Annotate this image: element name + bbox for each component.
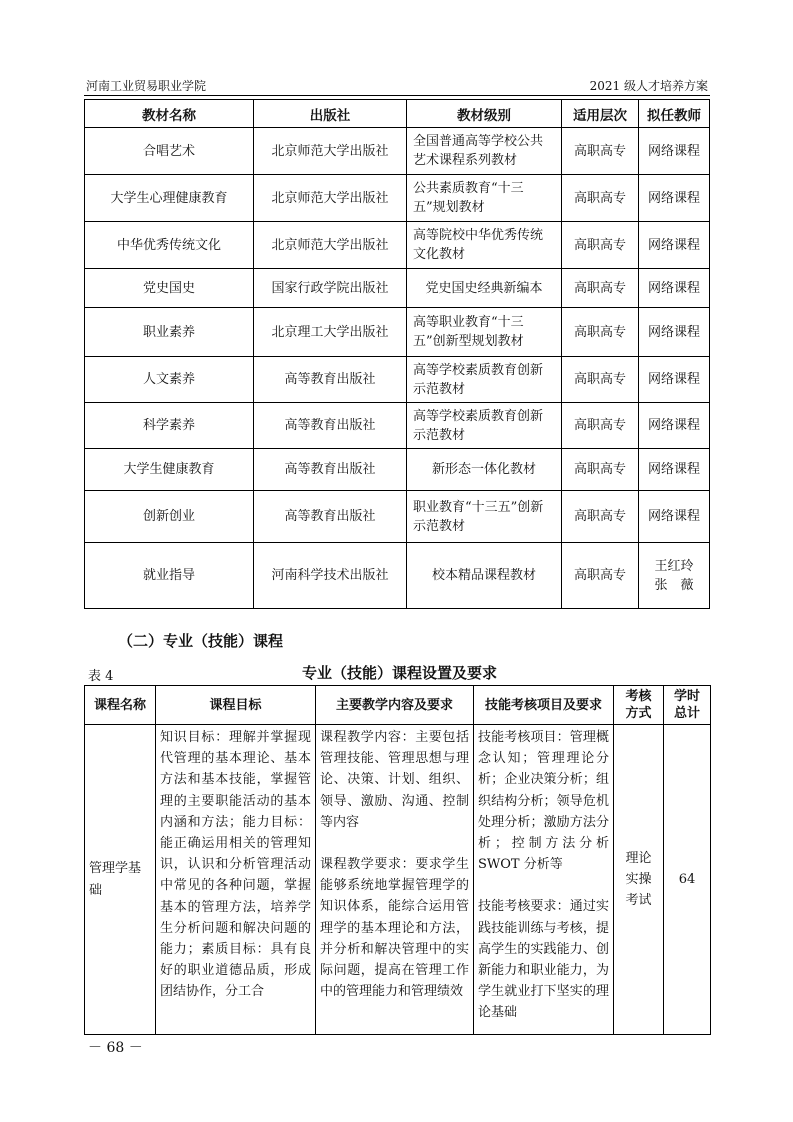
teacher: 网络课程 bbox=[639, 403, 710, 449]
teacher: 网络课程 bbox=[639, 175, 710, 222]
textbook-level: 高等学校素质教育创新示范教材 bbox=[407, 403, 562, 449]
table-row bbox=[85, 357, 710, 403]
publisher: 高等教育出版社 bbox=[254, 403, 407, 449]
table-row bbox=[85, 128, 710, 175]
table-caption: 专业（技能）课程设置及要求 bbox=[302, 664, 498, 682]
publisher: 北京师范大学出版社 bbox=[254, 175, 407, 222]
table-row bbox=[85, 269, 710, 308]
table-row bbox=[85, 175, 710, 222]
textbook-name: 合唱艺术 bbox=[85, 128, 254, 175]
textbook-level: 党史国史经典新编本 bbox=[407, 269, 562, 308]
teaching-requirement-paragraph: 课程教学要求：要求学生能够系统地掌握管理学的知识体系，能综合运用管理学的基本理论和方法，并分析和解决管理中的实际问题，提高在管理工作中的管理能力和管理绩效 bbox=[320, 857, 469, 1000]
col-header-publisher: 出版社 bbox=[254, 100, 407, 128]
textbook-name: 职业素养 bbox=[85, 308, 254, 357]
textbook-name: 就业指导 bbox=[85, 543, 254, 609]
textbook-name: 大学生健康教育 bbox=[85, 449, 254, 491]
publisher: 高等教育出版社 bbox=[254, 357, 407, 403]
table-row bbox=[85, 491, 710, 543]
skill-assessment bbox=[474, 725, 614, 1035]
publisher: 北京理工大学出版社 bbox=[254, 308, 407, 357]
applicable-level: 高职高专 bbox=[562, 308, 639, 357]
table-row bbox=[85, 543, 710, 609]
total-hours-line-2: 总计 bbox=[673, 706, 700, 721]
textbook-table-header-row bbox=[85, 100, 710, 128]
textbook-level: 全国普通高等学校公共艺术课程系列教材 bbox=[407, 128, 562, 175]
table-row bbox=[85, 308, 710, 357]
total-hours-line-1: 学时 bbox=[673, 689, 700, 704]
course-table bbox=[84, 685, 711, 1035]
applicable-level: 高职高专 bbox=[562, 403, 639, 449]
header-doc-title: 2021 级人才培养方案 bbox=[589, 79, 708, 93]
table-row bbox=[85, 725, 711, 1035]
applicable-level: 高职高专 bbox=[562, 128, 639, 175]
textbook-level: 高等职业教育“十三五”创新型规划教材 bbox=[407, 308, 562, 357]
section-title: （二）专业（技能）课程 bbox=[118, 632, 284, 650]
table-label: 表 4 bbox=[88, 669, 114, 684]
teacher: 网络课程 bbox=[639, 269, 710, 308]
textbook-level: 高等院校中华优秀传统文化教材 bbox=[407, 222, 562, 269]
col-header-teaching-content: 主要教学内容及要求 bbox=[316, 686, 474, 725]
teacher-line-1: 王红玲 bbox=[654, 558, 694, 574]
page-number: － 68 － bbox=[88, 1040, 143, 1056]
applicable-level: 高职高专 bbox=[562, 543, 639, 609]
paragraph-gap bbox=[320, 833, 469, 854]
col-header-course-name: 课程名称 bbox=[85, 686, 156, 725]
col-header-course-goal: 课程目标 bbox=[156, 686, 316, 725]
publisher: 北京师范大学出版社 bbox=[254, 128, 407, 175]
course-goal: 知识目标：理解并掌握现代管理的基本理论、基本方法和基本技能，掌握管理的主要职能活动的基本内涵和方法；能力目标：能正确运用相关的管理知识，认识和分析管理活动中常见的各种问题，掌握基本的管理方法，培养学生分析问题和解决问题的能力；素质目标：具有良好的职业道德品质，形成团结协作，分工合 bbox=[156, 725, 316, 1035]
course-table-header-row bbox=[85, 686, 711, 725]
col-header-exam-method bbox=[614, 686, 664, 725]
col-header-teacher: 拟任教师 bbox=[639, 100, 710, 128]
publisher: 北京师范大学出版社 bbox=[254, 222, 407, 269]
textbook-name: 中华优秀传统文化 bbox=[85, 222, 254, 269]
publisher: 国家行政学院出版社 bbox=[254, 269, 407, 308]
col-header-textbook-level: 教材级别 bbox=[407, 100, 562, 128]
applicable-level: 高职高专 bbox=[562, 357, 639, 403]
textbook-name: 人文素养 bbox=[85, 357, 254, 403]
col-header-total-hours bbox=[664, 686, 711, 725]
teacher: 网络课程 bbox=[639, 128, 710, 175]
teacher-line-2: 张 薇 bbox=[654, 577, 694, 593]
textbook-name: 创新创业 bbox=[85, 491, 254, 543]
teacher: 网络课程 bbox=[639, 308, 710, 357]
col-header-applicable-level: 适用层次 bbox=[562, 100, 639, 128]
textbook-level: 职业教育“十三五”创新示范教材 bbox=[407, 491, 562, 543]
textbook-level: 校本精品课程教材 bbox=[407, 543, 562, 609]
col-header-textbook-name: 教材名称 bbox=[85, 100, 254, 128]
table-row bbox=[85, 222, 710, 269]
applicable-level: 高职高专 bbox=[562, 222, 639, 269]
teacher: 网络课程 bbox=[639, 449, 710, 491]
publisher: 高等教育出版社 bbox=[254, 491, 407, 543]
textbook-name: 科学素养 bbox=[85, 403, 254, 449]
textbook-level: 新形态一体化教材 bbox=[407, 449, 562, 491]
header-institution: 河南工业贸易职业学院 bbox=[86, 79, 207, 93]
table-row bbox=[85, 449, 710, 491]
textbook-name: 大学生心理健康教育 bbox=[85, 175, 254, 222]
exam-method-line-1: 考核 bbox=[625, 689, 652, 704]
col-header-skill-assessment: 技能考核项目及要求 bbox=[474, 686, 614, 725]
teaching-content-paragraph: 课程教学内容：主要包括管理技能、管理思想与理论、决策、计划、组织、领导、激励、沟通、控制等内容 bbox=[320, 730, 469, 830]
publisher: 高等教育出版社 bbox=[254, 449, 407, 491]
teacher bbox=[639, 543, 710, 609]
applicable-level: 高职高专 bbox=[562, 449, 639, 491]
exam-method: 理论实操考试 bbox=[614, 725, 664, 1035]
textbook-table bbox=[84, 99, 710, 609]
applicable-level: 高职高专 bbox=[562, 491, 639, 543]
total-hours: 64 bbox=[664, 725, 711, 1035]
skill-requirement-paragraph: 技能考核要求：通过实践技能训练与考核，提高学生的实践能力、创新能力和职业能力，为学生就业打下坚实的理论基础 bbox=[478, 899, 609, 1021]
teacher: 网络课程 bbox=[639, 357, 710, 403]
textbook-name: 党史国史 bbox=[85, 269, 254, 308]
teaching-content bbox=[316, 725, 474, 1035]
teacher: 网络课程 bbox=[639, 491, 710, 543]
textbook-level: 高等学校素质教育创新示范教材 bbox=[407, 357, 562, 403]
textbook-level: 公共素质教育“十三五”规划教材 bbox=[407, 175, 562, 222]
course-name: 管理学基础 bbox=[85, 725, 156, 1035]
publisher: 河南科学技术出版社 bbox=[254, 543, 407, 609]
table-row bbox=[85, 403, 710, 449]
applicable-level: 高职高专 bbox=[562, 175, 639, 222]
exam-method-line-2: 方式 bbox=[625, 706, 652, 721]
skill-items-paragraph: 技能考核项目：管理概念认知；管理理论分析；企业决策分析；组织结构分析；领导危机处理分析；激励方法分析；控制方法分析 SWOT 分析等 bbox=[478, 730, 609, 873]
applicable-level: 高职高专 bbox=[562, 269, 639, 308]
page-header bbox=[84, 77, 710, 96]
teacher: 网络课程 bbox=[639, 222, 710, 269]
paragraph-gap bbox=[478, 875, 609, 896]
